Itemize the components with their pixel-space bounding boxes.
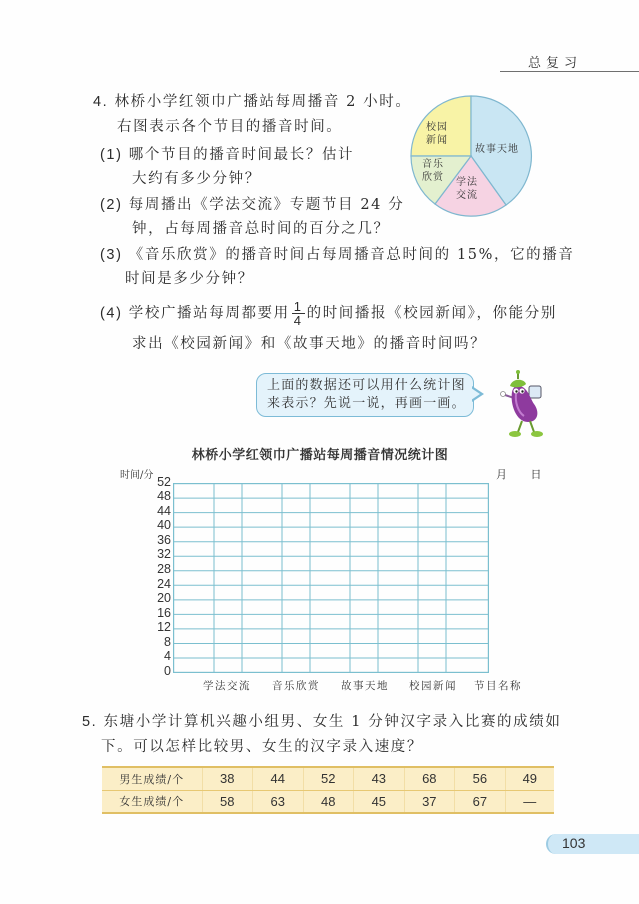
- pie-label-story-world: 故事天地: [475, 144, 519, 155]
- question-text: 《音乐欣赏》的播音时间占每周播音总时间的 15%，它的播音: [128, 247, 575, 263]
- table-row-girls: [102, 790, 554, 813]
- x-category-music: 音乐欣赏: [272, 680, 320, 692]
- table-cell: 49: [505, 767, 554, 790]
- y-tick: 4: [164, 649, 171, 663]
- y-tick: 48: [157, 489, 171, 503]
- table-row-boys: [102, 767, 554, 790]
- question-label: (2): [100, 197, 123, 213]
- speech-bubble: [256, 373, 474, 417]
- problem-5-line-1: [82, 712, 561, 732]
- eggplant-mascot-icon: [500, 368, 550, 440]
- problem-4-intro-2: 右图表示各个节目的播音时间。: [117, 119, 343, 135]
- y-tick: 8: [164, 635, 171, 649]
- table-cell-empty: —: [505, 790, 554, 813]
- pie-label-line: 欣赏: [422, 172, 444, 183]
- question-4-line-1: [100, 300, 557, 327]
- question-3-line-2: 时间是多少分钟？: [125, 271, 254, 287]
- problem-number: 4.: [93, 94, 109, 110]
- pie-label-line: 交流: [456, 190, 478, 201]
- y-tick: 40: [157, 518, 171, 532]
- pie-label-line: 音乐: [422, 159, 444, 170]
- fraction-denominator: 4: [293, 313, 303, 328]
- problem-text: 林桥小学红领巾广播站每周播音 2 小时。: [114, 94, 412, 110]
- pie-label-line: 新闻: [426, 135, 448, 146]
- y-tick: 28: [157, 562, 171, 576]
- question-label: (4): [100, 305, 123, 322]
- table-cell: 43: [354, 767, 405, 790]
- speech-line: 来表示？先说一说，再画一画。: [267, 396, 466, 411]
- question-label: (3): [100, 247, 123, 263]
- chart-grid: [173, 483, 489, 673]
- typing-score-table: [102, 766, 554, 814]
- y-tick: 0: [164, 664, 171, 678]
- problem-number: 5.: [82, 714, 98, 730]
- table-cell: 45: [354, 790, 405, 813]
- table-cell: 56: [455, 767, 506, 790]
- row-header: 男生成绩/个: [102, 767, 202, 790]
- x-category-campus-news: 校园新闻: [409, 680, 457, 692]
- question-3-line-1: [100, 245, 575, 265]
- y-tick: 36: [157, 533, 171, 547]
- question-2-line-2: 钟，占每周播音总时间的百分之几？: [132, 221, 390, 237]
- chart-title: 林桥小学红领巾广播站每周播音情况统计图: [191, 447, 449, 462]
- x-category-law-exchange: 学法交流: [203, 680, 251, 692]
- x-axis-label: 节目名称: [474, 680, 522, 692]
- pie-label-line: 校园: [426, 122, 448, 133]
- y-tick: 44: [157, 504, 171, 518]
- pie-label-campus-news: [426, 121, 448, 147]
- table-cell: 48: [303, 790, 354, 813]
- speech-bubble-text: [267, 377, 466, 413]
- question-4-line-2: 求出《校园新闻》和《故事天地》的播音时间吗？: [132, 336, 487, 352]
- problem-text: 东塘小学计算机兴趣小组男、女生 1 分钟汉字录入比赛的成绩如: [103, 714, 562, 730]
- table-cell: 38: [202, 767, 253, 790]
- pie-label-law-exchange: [456, 176, 478, 202]
- table-cell: 58: [202, 790, 253, 813]
- question-1-line-2: 大约有多少分钟？: [132, 171, 261, 187]
- table-cell: 44: [253, 767, 304, 790]
- question-label: (1): [100, 147, 123, 163]
- y-tick: 20: [157, 591, 171, 605]
- table-cell: 68: [404, 767, 455, 790]
- pie-label-line: 学法: [456, 177, 478, 188]
- question-text: 每周播出《学法交流》专题节目 24 分: [128, 197, 405, 213]
- y-tick: 24: [157, 577, 171, 591]
- speech-line: 上面的数据还可以用什么统计图: [267, 378, 466, 393]
- fraction-numerator: 1: [293, 299, 303, 314]
- y-tick: 12: [157, 620, 171, 634]
- section-header: [500, 52, 639, 72]
- table-cell: 52: [303, 767, 354, 790]
- question-text: 的时间播报《校园新闻》，你能分别: [306, 305, 557, 322]
- table-cell: 37: [404, 790, 455, 813]
- speech-bubble-tail-fill: [471, 388, 480, 400]
- y-axis-label: 时间/分: [120, 470, 154, 481]
- problem-5-line-2: 下。可以怎样比较男、女生的汉字录入速度？: [101, 739, 423, 755]
- x-category-story-world: 故事天地: [341, 680, 389, 692]
- section-title: 总复习: [528, 56, 583, 71]
- y-tick: 52: [157, 475, 171, 489]
- page-number-tab: [546, 834, 639, 854]
- question-2-line-1: [100, 195, 404, 215]
- y-tick: 16: [157, 606, 171, 620]
- table-cell: 67: [455, 790, 506, 813]
- y-tick: 32: [157, 547, 171, 561]
- question-1-line-1: [100, 145, 354, 165]
- problem-4-intro-1: [93, 92, 411, 112]
- table-cell: 63: [253, 790, 304, 813]
- date-label: 月 日: [496, 468, 552, 481]
- question-text: 哪个节目的播音时间最长？估计: [128, 147, 355, 163]
- page-number: 103: [562, 835, 586, 851]
- row-header: 女生成绩/个: [102, 790, 202, 813]
- pie-label-music: [422, 158, 444, 184]
- fraction: [292, 300, 305, 327]
- question-text: 学校广播站每周都要用: [128, 305, 290, 322]
